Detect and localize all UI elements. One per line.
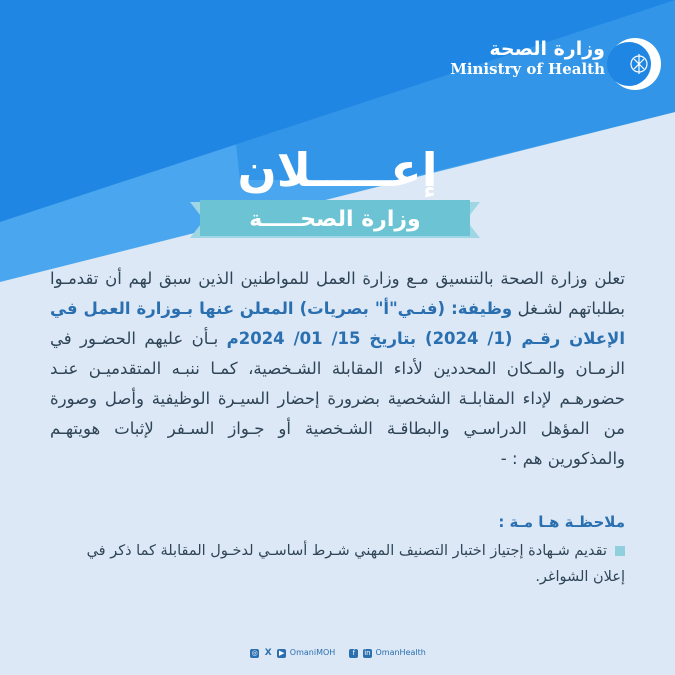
linkedin-icon[interactable]: in [364,648,371,657]
social-handle-right[interactable]: OmanHealth [375,648,426,657]
x-twitter-icon[interactable]: X [264,647,272,658]
body-paragraph: بـأن عليهم الحضـور في الزمـان والمـكان المحددين لأداء المقابلة الشـخصية، كمـا ننبـه المتقدميـن عنـد حضورهـم لإداء المقابلـة الشخصية بضرورة إحضار السيـرة الوظيفية وأصل وصورة من المؤهل الدراسـي والبطاقـة الشـخصية أو جـواز السـفر لإثبات هويتهـم والمذكورين هم : - [50,329,625,468]
body-line-1: تعلن وزارة الصحة بالتنسيق مـع وزارة العمل للمواطنين الذين سبق [158,269,625,288]
announcement-body [50,264,625,474]
instagram-icon[interactable]: ◎ [251,648,258,657]
facebook-icon[interactable]: f [349,649,358,658]
crescent-emblem-icon [605,34,665,94]
social-footer [0,646,675,661]
bullet-square-icon [615,546,625,556]
body-line-2: لهم أن تقدمـوا بطلباتهم لشـغل [50,269,625,318]
social-handle-left[interactable]: OmaniMOH [289,648,336,657]
youtube-icon[interactable]: ▶ [279,648,285,657]
job-title-highlight: وظيفة: (فنـي"أ" بصريات) المعلن [239,299,513,318]
note-text: تقديم شـهادة إجتياز اختبار التصنيف المهني شـرط أساسـي لدخـول المقابلة كما ذكر في إعلان الشواغر. [86,543,625,585]
announcement-reference: عنها بـوزارة العمل في الإعلان رقـم (1/ 2024) بتاريخ 15/ 01/ 2024م [50,299,625,348]
logo-english-text: Ministry of Health [450,60,605,78]
note-item [64,538,625,590]
ministry-logo [450,38,605,78]
banner-label: وزارة الصحـــــة [249,207,421,232]
note-title: ملاحظـة هـا مـة : [498,513,625,531]
logo-arabic-text: وزارة الصحة [489,38,605,60]
announcement-headline: إعـــــلان [237,143,438,197]
